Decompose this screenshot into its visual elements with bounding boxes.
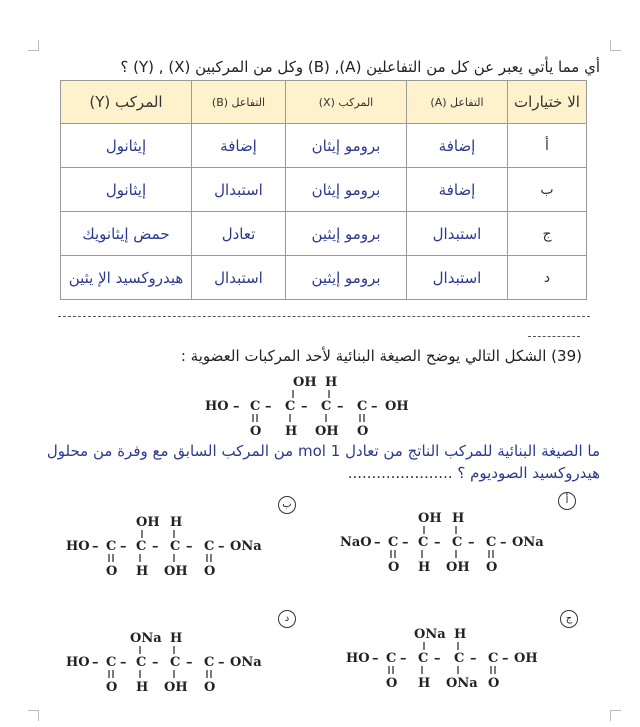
svg-text:–: –: [120, 539, 127, 554]
svg-text:OH: OH: [446, 560, 470, 575]
svg-text:–: –: [218, 655, 225, 670]
choice-letter: ج: [508, 212, 587, 256]
svg-text:–: –: [120, 655, 127, 670]
svg-text:–: –: [500, 535, 507, 550]
svg-text:OH: OH: [164, 564, 188, 579]
svg-text:C: C: [285, 399, 296, 414]
section-divider-short: [528, 336, 580, 337]
compound-y-cell: إيثانول: [61, 124, 192, 168]
option-mark-a[interactable]: أ: [558, 492, 576, 510]
sub-left: HO: [205, 399, 229, 414]
option-c-structure[interactable]: [346, 624, 576, 694]
svg-text:H: H: [454, 627, 467, 642]
svg-text:C: C: [357, 399, 368, 414]
svg-text:C: C: [106, 539, 117, 554]
svg-text:C: C: [418, 651, 429, 666]
svg-text:–: –: [371, 399, 378, 414]
header-choices: الا ختيارات: [508, 81, 587, 124]
sub-bot1: O: [250, 424, 262, 439]
sub-bot2: H: [285, 424, 298, 439]
svg-text:H: H: [418, 676, 431, 691]
compound-x-cell: برومو إيثان: [286, 124, 407, 168]
svg-text:OH: OH: [164, 680, 188, 695]
svg-text:H: H: [136, 564, 149, 579]
svg-text:ONa: ONa: [414, 627, 446, 642]
svg-text:C: C: [388, 535, 399, 550]
table-row: [61, 124, 587, 168]
svg-text:H: H: [170, 631, 183, 646]
svg-text:OH: OH: [514, 651, 538, 666]
option-d-structure[interactable]: [66, 628, 296, 698]
svg-text:C: C: [204, 655, 215, 670]
svg-text:C: C: [488, 651, 499, 666]
svg-text:C: C: [170, 655, 181, 670]
svg-text:C: C: [486, 535, 497, 550]
svg-text:O: O: [488, 676, 500, 691]
sub-bot4: O: [357, 424, 369, 439]
compound-x-cell: برومو إيثين: [286, 212, 407, 256]
svg-text:ONa: ONa: [512, 535, 544, 550]
header-compound-x: المركب (X): [286, 81, 407, 124]
svg-text:H: H: [452, 511, 465, 526]
option-mark-d[interactable]: د: [278, 610, 296, 628]
section-divider: [58, 316, 590, 317]
svg-text:ONa: ONa: [446, 676, 478, 691]
svg-text:C: C: [250, 399, 261, 414]
svg-text:C: C: [204, 539, 215, 554]
svg-text:C: C: [136, 539, 147, 554]
svg-text:–: –: [502, 651, 509, 666]
svg-text:C: C: [452, 535, 463, 550]
svg-text:ONa: ONa: [230, 655, 262, 670]
table-row: [61, 212, 587, 256]
table-row: [61, 168, 587, 212]
svg-text:–: –: [372, 651, 379, 666]
svg-text:–: –: [468, 535, 475, 550]
reaction-b-cell: استبدال: [192, 256, 286, 300]
svg-text:H: H: [170, 515, 183, 530]
svg-text:–: –: [434, 535, 441, 550]
option-mark-c[interactable]: ج: [560, 610, 578, 628]
svg-text:–: –: [337, 399, 344, 414]
svg-text:O: O: [106, 680, 118, 695]
header-compound-y: المركب (Y): [61, 81, 192, 124]
svg-text:C: C: [136, 655, 147, 670]
choice-letter: ب: [508, 168, 587, 212]
compound-y-cell: إيثانول: [61, 168, 192, 212]
svg-text:O: O: [106, 564, 118, 579]
option-b-structure[interactable]: [66, 512, 296, 582]
svg-text:–: –: [434, 651, 441, 666]
svg-text:C: C: [321, 399, 332, 414]
svg-text:C: C: [454, 651, 465, 666]
option-a-structure[interactable]: [340, 508, 570, 578]
svg-text:OH: OH: [136, 515, 160, 530]
table-header-row: [61, 81, 587, 124]
main-structure: [205, 372, 425, 442]
compound-x-cell: برومو إيثان: [286, 168, 407, 212]
reaction-b-cell: تعادل: [192, 212, 286, 256]
svg-text:–: –: [374, 535, 381, 550]
choices-table: [60, 80, 587, 300]
svg-text:–: –: [265, 399, 272, 414]
svg-text:O: O: [204, 564, 216, 579]
choice-letter: د: [508, 256, 587, 300]
svg-text:–: –: [186, 539, 193, 554]
reaction-a-cell: استبدال: [407, 256, 508, 300]
sub-right: OH: [385, 399, 409, 414]
choice-letter: أ: [508, 124, 587, 168]
svg-text:–: –: [186, 655, 193, 670]
compound-x-cell: برومو إيثين: [286, 256, 407, 300]
svg-text:–: –: [152, 539, 159, 554]
sub-top2: H: [325, 375, 338, 390]
svg-text:ONa: ONa: [230, 539, 262, 554]
svg-text:HO: HO: [66, 655, 90, 670]
reaction-b-cell: استبدال: [192, 168, 286, 212]
svg-text:ONa: ONa: [130, 631, 162, 646]
table-row: [61, 256, 587, 300]
question-39-text: (39) الشكل التالي يوضح الصيغة البنائية لأحد المركبات العضوية :: [180, 347, 582, 365]
svg-text:HO: HO: [66, 539, 90, 554]
svg-text:O: O: [486, 560, 498, 575]
svg-text:OH: OH: [418, 511, 442, 526]
svg-text:–: –: [218, 539, 225, 554]
question-39-ask-text: ما الصيغة البنائية للمركب الناتج من تعادل 1 mol من المركب السابق مع وفرة من محلول هيدروكسيد الصوديوم ؟: [46, 442, 600, 482]
svg-text:C: C: [106, 655, 117, 670]
header-reaction-b: التفاعل (B): [192, 81, 286, 124]
corner-mark-top-right: [610, 40, 621, 51]
svg-text:–: –: [233, 399, 240, 414]
reaction-a-cell: إضافة: [407, 124, 508, 168]
svg-text:O: O: [388, 560, 400, 575]
compound-y-cell: حمض إيثانويك: [61, 212, 192, 256]
reaction-a-cell: إضافة: [407, 168, 508, 212]
svg-text:–: –: [402, 535, 409, 550]
question-39-ask: [40, 440, 600, 484]
corner-mark-bottom-right: [610, 710, 621, 721]
svg-text:–: –: [92, 655, 99, 670]
svg-text:–: –: [152, 655, 159, 670]
svg-text:C: C: [170, 539, 181, 554]
reaction-a-cell: استبدال: [407, 212, 508, 256]
answer-dots: ......................: [347, 464, 453, 482]
svg-text:C: C: [386, 651, 397, 666]
corner-mark-bottom-left: [28, 710, 39, 721]
compound-y-cell: هيدروكسيد الإ يثين: [61, 256, 192, 300]
svg-text:C: C: [418, 535, 429, 550]
svg-text:–: –: [400, 651, 407, 666]
svg-text:NaO: NaO: [340, 535, 372, 550]
svg-text:O: O: [386, 676, 398, 691]
option-mark-b[interactable]: ب: [278, 496, 296, 514]
question-intro: أي مما يأتي يعبر عن كل من التفاعلين (A), (B) وكل من المركبين (X) , (Y) ؟: [120, 58, 600, 76]
svg-text:H: H: [418, 560, 431, 575]
sub-bot3: OH: [315, 424, 339, 439]
corner-mark-top-left: [28, 40, 39, 51]
header-reaction-a: التفاعل (A): [407, 81, 508, 124]
svg-text:O: O: [204, 680, 216, 695]
svg-text:–: –: [470, 651, 477, 666]
svg-text:–: –: [92, 539, 99, 554]
svg-text:–: –: [301, 399, 308, 414]
reaction-b-cell: إضافة: [192, 124, 286, 168]
svg-text:HO: HO: [346, 651, 370, 666]
sub-top1: OH: [293, 375, 317, 390]
svg-text:H: H: [136, 680, 149, 695]
